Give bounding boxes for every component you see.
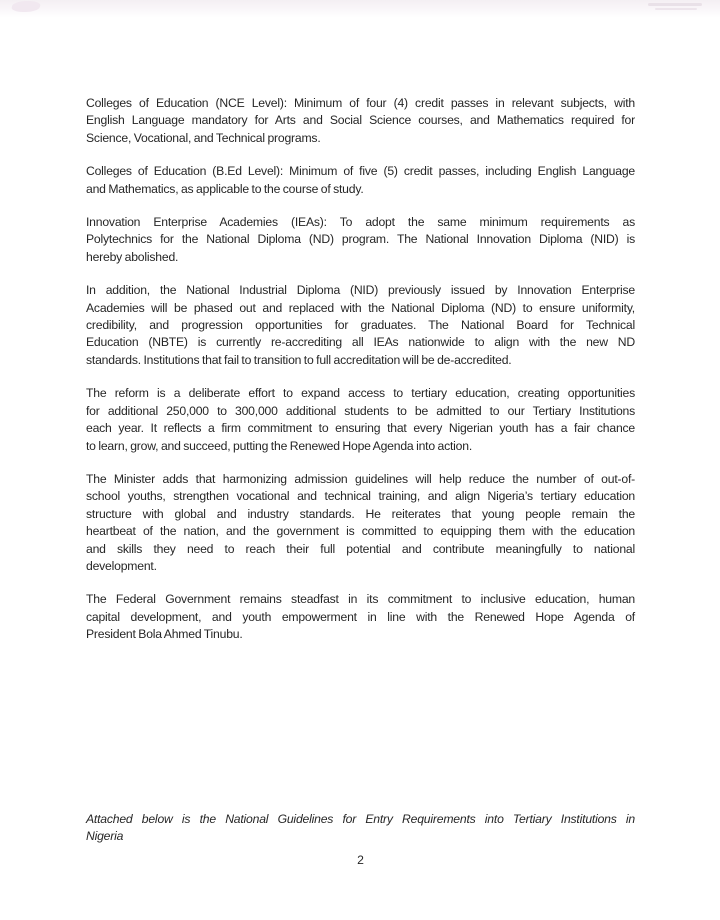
text-line: each year. It reflects a firm commitment to ensuring that every Nigerian youth has a fair chance bbox=[86, 421, 635, 436]
text-line: capital development, and youth empowerment in line with the Renewed Hope Agenda of bbox=[86, 609, 635, 624]
text-line: heartbeat of the nation, and the government is committed to equipping them with the education bbox=[86, 524, 635, 539]
text-line: for additional 250,000 to 300,000 additional students to be admitted to our Tertiary Institutions bbox=[86, 403, 635, 418]
text-line: Polytechnics for the National Diploma (ND) program. The National Innovation Diploma (NID) is bbox=[86, 232, 635, 247]
text-line: The Federal Government remains steadfast in its commitment to inclusive education, human bbox=[86, 592, 635, 607]
text-line: The reform is a deliberate effort to expand access to tertiary education, creating opportunities bbox=[86, 386, 635, 401]
text-line: Science, Vocational, and Technical programs. bbox=[86, 130, 321, 145]
text-line: and Mathematics, as applicable to the course of study. bbox=[86, 181, 364, 196]
paragraph-nce-level bbox=[86, 95, 635, 147]
text-line: credibility, and progression opportunities for graduates. The National Board for Technical bbox=[86, 318, 635, 333]
page-number: 2 bbox=[357, 853, 364, 867]
text-line: development. bbox=[86, 558, 157, 573]
text-line: school youths, strengthen vocational and technical training, and align Nigeria’s tertiary education bbox=[86, 489, 635, 504]
paragraph-federal-government bbox=[86, 591, 635, 643]
document-content bbox=[86, 95, 635, 861]
scan-edge-artifact bbox=[0, 0, 720, 18]
paragraph-minister-remarks bbox=[86, 471, 635, 575]
text-line: Innovation Enterprise Academies (IEAs): To adopt the same minimum requirements as bbox=[86, 215, 635, 230]
attachment-note bbox=[86, 811, 635, 846]
text-line: English Language mandatory for Arts and Social Science courses, and Mathematics required for bbox=[86, 113, 635, 128]
text-line: standards. Institutions that fail to transition to full accreditation will be de-accredited. bbox=[86, 352, 512, 367]
text-line: Attached below is the National Guidelines for Entry Requirements into Tertiary Institutions in bbox=[86, 811, 635, 826]
text-line: and skills they need to reach their full potential and contribute meaningfully to national bbox=[86, 541, 635, 556]
text-line: hereby abolished. bbox=[86, 249, 179, 264]
text-line: Education (NBTE) is currently re-accrediting all IEAs nationwide to align with the new ND bbox=[86, 335, 635, 350]
scan-smudge-mark bbox=[10, 1, 42, 12]
text-line: to learn, grow, and succeed, putting the Renewed Hope Agenda into action. bbox=[86, 438, 473, 453]
scan-streak bbox=[655, 8, 697, 10]
scan-streak bbox=[648, 3, 702, 6]
text-line: Academies will be phased out and replaced with the National Diploma (ND) to ensure uniformity, bbox=[86, 300, 635, 315]
paragraph-ieas bbox=[86, 214, 635, 266]
paragraph-reform-access bbox=[86, 385, 635, 455]
text-line: Colleges of Education (NCE Level): Minimum of four (4) credit passes in relevant subjects, with bbox=[86, 96, 635, 110]
paragraph-bed-level bbox=[86, 163, 635, 198]
text-line: The Minister adds that harmonizing admission guidelines will help reduce the number of out-of- bbox=[86, 471, 635, 486]
text-line: Nigeria bbox=[86, 828, 124, 843]
text-line: structure with global and industry standards. He reiterates that young people remain the bbox=[86, 506, 635, 521]
text-line: President Bola Ahmed Tinubu. bbox=[86, 627, 243, 642]
text-line: Colleges of Education (B.Ed Level): Minimum of five (5) credit passes, including English Language bbox=[86, 164, 635, 179]
paragraph-nid-phaseout bbox=[86, 282, 635, 369]
text-line: In addition, the National Industrial Diploma (NID) previously issued by Innovation Enterprise bbox=[86, 283, 635, 298]
